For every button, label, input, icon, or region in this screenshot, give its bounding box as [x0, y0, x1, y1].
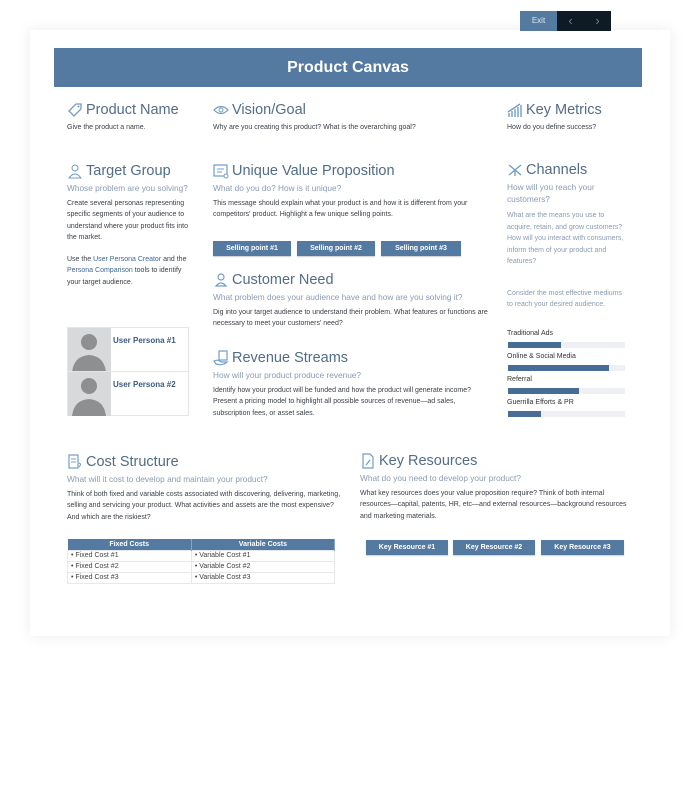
section-body: Dig into your target audience to understand their problem. What features or functions are necessary to meet your customers' need?	[213, 308, 488, 327]
section-subtitle: How will you reach your customers?	[507, 182, 595, 204]
channel-bar-track	[508, 411, 625, 417]
channel-bar-fill	[508, 388, 579, 394]
section-body: What key resources does your value proposition require? Think of both internal resources—capital, patents, HR, etc—and external resources—background resources and marketing materials.	[360, 489, 627, 520]
document-wrench-icon	[360, 453, 376, 469]
text: tools to identify your target audience.	[67, 267, 182, 286]
table-cell[interactable]: • Fixed Cost #1	[68, 550, 192, 561]
section-body: Give the product a name.	[67, 124, 146, 131]
revenue-streams-section	[213, 349, 488, 419]
channels-note: Consider the most effective mediums to reach your desired audience.	[507, 289, 623, 308]
person-icon	[213, 272, 229, 288]
section-subtitle: What do you need to develop your product?	[360, 473, 521, 483]
section-subtitle: How will your product produce revenue?	[213, 370, 362, 380]
table-cell[interactable]: • Variable Cost #3	[191, 572, 334, 583]
money-hand-icon	[213, 350, 229, 366]
table-row	[68, 572, 335, 583]
section-title: Unique Value Proposition	[232, 163, 395, 179]
channel-bar-fill	[508, 411, 541, 417]
persona-comparison-link[interactable]: Persona Comparison	[67, 267, 133, 274]
selling-point-button[interactable]: Selling point #1	[213, 241, 291, 256]
persona-card[interactable]	[67, 371, 189, 416]
tag-icon	[67, 102, 83, 118]
selling-point-button[interactable]: Selling point #2	[297, 241, 375, 256]
section-title: Key Metrics	[526, 102, 602, 118]
section-body: How do you define success?	[507, 124, 597, 131]
channel-label: Referral	[507, 376, 532, 383]
section-title: Vision/Goal	[232, 102, 306, 118]
user-persona-creator-link[interactable]: User Persona Creator	[93, 255, 162, 263]
section-title: Revenue Streams	[232, 350, 349, 366]
uvp-section	[213, 162, 488, 221]
persona-card[interactable]	[67, 327, 189, 372]
next-button[interactable]: ›	[584, 11, 611, 31]
persona-name: User Persona #1	[113, 336, 176, 345]
target-group-section	[67, 162, 192, 288]
channel-bar-fill	[508, 365, 609, 371]
exit-button[interactable]: Exit	[520, 11, 557, 31]
group-icon	[67, 163, 83, 179]
key-resource-button[interactable]: Key Resource #3	[541, 540, 624, 555]
certificate-icon	[213, 163, 229, 179]
table-cell[interactable]: • Variable Cost #1	[191, 550, 334, 561]
section-body: Think of both fixed and variable costs associated with discovering, delivering, marketing, selling and servicing your product. What activities and assets are the most expensive? And which are the riskiest?	[67, 490, 341, 521]
section-title: Key Resources	[379, 453, 478, 469]
section-body: Create several personas representing specific segments of your audience to understand where your product fits into the market.	[67, 199, 189, 241]
section-body: Identify how your product will be funded and how the product will generate income? Present a pricing model to highlight all possible sources of revenue—ad sales, subscription fees, or asset sales.	[213, 386, 471, 417]
cell-text: Variable Cost #2	[199, 563, 251, 570]
column-header: Fixed Costs	[68, 539, 192, 550]
vision-section	[213, 101, 493, 134]
channel-bar-track	[508, 365, 625, 371]
column-header: Variable Costs	[191, 539, 334, 550]
table-row	[68, 561, 335, 572]
channel-bar-track	[508, 388, 625, 394]
channels-section	[507, 161, 627, 311]
avatar	[68, 372, 111, 416]
cell-text: Variable Cost #3	[199, 574, 251, 581]
cost-table	[67, 539, 335, 584]
section-title: Product Name	[86, 102, 179, 118]
cost-structure-section	[67, 453, 342, 523]
table-cell[interactable]: • Fixed Cost #2	[68, 561, 192, 572]
key-resources-section	[360, 452, 635, 522]
page-title: Product Canvas	[54, 48, 642, 87]
customer-need-section	[213, 271, 488, 330]
section-body: This message should explain what your product is and how it is different from your competitors' product. Highlight a few unique selling points.	[213, 199, 468, 218]
top-toolbar	[520, 11, 611, 31]
cell-text: Fixed Cost #2	[75, 563, 119, 570]
section-subtitle: What will it cost to develop and maintain your product?	[67, 474, 268, 484]
channels-icon	[507, 162, 523, 178]
table-row	[68, 550, 335, 561]
section-subtitle: What problem does your audience have and how are you solving it?	[213, 292, 463, 302]
section-title: Channels	[526, 162, 588, 178]
text: Use the	[67, 255, 94, 263]
channel-label: Guerrilla Efforts & PR	[507, 399, 574, 406]
section-body: What are the means you use to acquire, retain, and grow customers? How will you interact with consumers, inform them of your product and features?	[507, 212, 624, 265]
key-resource-button[interactable]: Key Resource #1	[366, 540, 448, 555]
channel-bar-fill	[508, 342, 561, 348]
persona-tools-text	[67, 254, 192, 289]
section-title: Cost Structure	[86, 454, 179, 470]
channel-label: Traditional Ads	[507, 330, 554, 337]
section-body: Why are you creating this product? What is the overarching goal?	[213, 124, 416, 131]
table-cell[interactable]: • Fixed Cost #3	[68, 572, 192, 583]
section-title: Customer Need	[232, 272, 334, 288]
avatar	[68, 328, 111, 372]
eye-icon	[213, 102, 229, 118]
text: and the	[161, 255, 187, 263]
section-subtitle: What do you do? How is it unique?	[213, 183, 342, 193]
persona-name: User Persona #2	[113, 380, 176, 389]
table-cell[interactable]: • Variable Cost #2	[191, 561, 334, 572]
section-title: Target Group	[86, 163, 171, 179]
cell-text: Fixed Cost #1	[75, 552, 119, 559]
section-subtitle: Whose problem are you solving?	[67, 183, 188, 193]
product-name-section	[67, 101, 202, 134]
channel-label: Online & Social Media	[507, 353, 576, 360]
cell-text: Variable Cost #1	[199, 552, 251, 559]
prev-button[interactable]: ‹	[557, 11, 584, 31]
key-metrics-section	[507, 101, 632, 134]
selling-point-button[interactable]: Selling point #3	[381, 241, 461, 256]
receipt-icon	[67, 454, 83, 470]
channel-bar-track	[508, 342, 625, 348]
bar-chart-icon	[507, 102, 523, 118]
cell-text: Fixed Cost #3	[75, 574, 119, 581]
key-resource-button[interactable]: Key Resource #2	[453, 540, 535, 555]
